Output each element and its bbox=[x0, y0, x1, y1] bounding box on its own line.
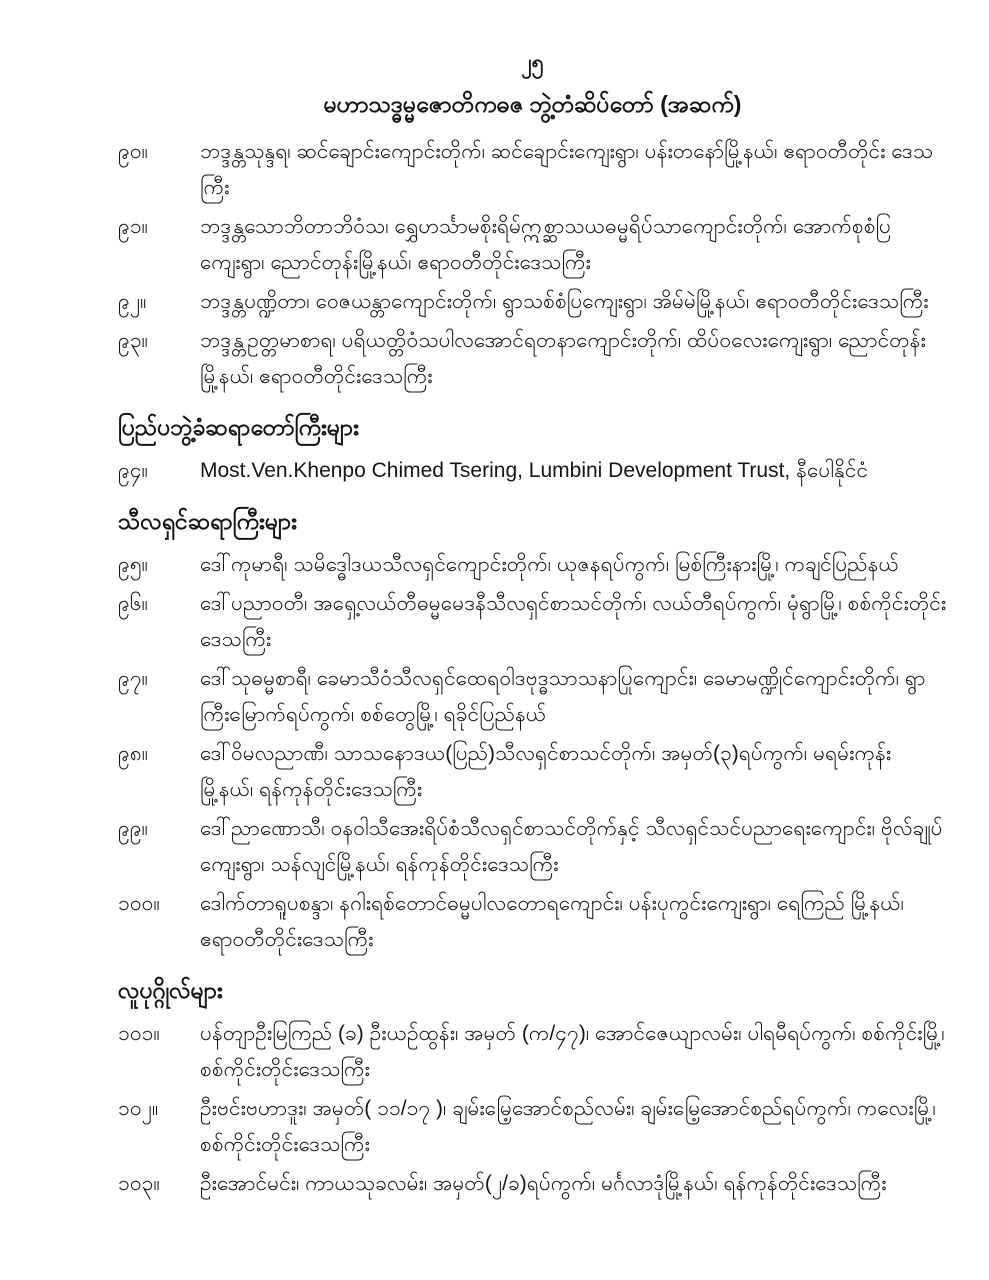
item-number: ၉၇။ bbox=[118, 667, 148, 690]
document-body bbox=[118, 134, 947, 1202]
list-item bbox=[118, 586, 947, 658]
item-text: ဘဒ္ဒန္တပဏ္ဍိတာ၊ ဝေဇယန္တာကျောင်းတိုက်၊ ရွာသစ်စံပြကျေးရွာ၊ အိမ်မဲမြို့နယ်၊ ဧရာဝတီတိုင်းဒေသကြီး bbox=[200, 290, 929, 313]
item-number: ၉၅။ bbox=[118, 553, 148, 576]
item-text: ဘဒ္ဒန္တဥတ္တမာစာရ၊ ပရိယတ္တိဝံသပါလအောင်ရတနာကျောင်းတိုက်၊ ထိပ်ဝလေးကျေးရွာ၊ ညောင်တုန်းမြို့နယ်၊ ဧရာဝတီတိုင်းဒေသကြီး bbox=[200, 329, 926, 388]
list-item bbox=[118, 209, 947, 281]
list-item bbox=[118, 453, 947, 489]
list-item bbox=[118, 1166, 947, 1202]
item-text: ဒေါ်ပညာဝတီ၊ အရှေ့လယ်တီဓမ္မမေဒနီသီလရှင်စာသင်တိုက်၊ လယ်တီရပ်ကွက်၊ မုံရွာမြို့၊ စစ်ကိုင်းတိုင်းဒေသကြီး bbox=[200, 592, 947, 651]
item-number: ၉၈။ bbox=[118, 742, 149, 765]
section-heading: ပြည်ပဘွဲ့ခံဆရာတော်ကြီးများ bbox=[118, 414, 359, 440]
list-item bbox=[118, 1016, 947, 1088]
item-text: ဘဒ္ဒန္တသုန္ဒရ၊ ဆင်ချောင်းကျောင်းတိုက်၊ ဆင်ချောင်းကျေးရွာ၊ ပန်းတနော်မြို့နယ်၊ ဧရာဝတီတိုင်း ဒေသကြီး bbox=[200, 140, 934, 199]
item-text: ဒေါ်ညာဏောသီ၊ ဝနဝါသီအေးရိပ်စံသီလရှင်စာသင်တိုက်နှင့် သီလရှင်သင်ပညာရေးကျောင်း၊ ဗိုလ်ချုပ်ကျေးရွာ၊ သန်လျင်မြို့နယ်၊ ရန်ကုန်တိုင်းဒေသကြီး bbox=[200, 817, 943, 876]
item-text: ဦးအောင်မင်း၊ ကာယသုခလမ်း၊ အမှတ်(၂/ခ)ရပ်ကွက်၊ မင်္ဂလာဒုံမြို့နယ်၊ ရန်ကုန်တိုင်းဒေသကြီး bbox=[200, 1172, 887, 1195]
page-number: ၂၅ bbox=[521, 51, 544, 74]
item-text: ဘဒ္ဒန္တသောဘိတာဘိဝံသ၊ ရွှေဟင်္သာမစိုးရိမ်ဣစ္ဆာသယဓမ္မရိပ်သာကျောင်းတိုက်၊ အောက်စုစံပြ ကျေးရွာ၊ ညောင်တုန်းမြို့နယ်၊ ဧရာဝတီတိုင်းဒေသကြီး bbox=[200, 215, 892, 274]
item-number: ၉၃။ bbox=[118, 329, 148, 352]
item-number: ၉၁။ bbox=[118, 215, 148, 238]
list-item bbox=[118, 547, 947, 583]
item-number: ၁၀၁။ bbox=[118, 1022, 160, 1045]
item-number: ၉၂။ bbox=[118, 290, 147, 313]
list-item bbox=[118, 323, 947, 395]
list-item bbox=[118, 886, 947, 958]
item-text: ဒေါ်ကုမာရီ၊ သမိဒ္ဓေါဒယသီလရှင်ကျောင်းတိုက်၊ ယုဇနရပ်ကွက်၊ မြစ်ကြီးနားမြို့၊ ကချင်ပြည်နယ် bbox=[200, 553, 899, 576]
item-text: ပန်တျာဦးမြကြည် (ခ) ဦးယဉ်ထွန်း၊ အမှတ် (က/၄၇)၊ အောင်ဇေယျာလမ်း၊ ပါရမီရပ်ကွက်၊ စစ်ကိုင်းမြို့၊ စစ်ကိုင်းတိုင်းဒေသကြီး bbox=[200, 1022, 945, 1081]
item-number: ၉၄။ bbox=[118, 459, 148, 482]
document-title: မဟာသဒ္ဓမ္မဇောတိကဓဇ ဘွဲ့တံဆိပ်တော် (အဆက်) bbox=[323, 91, 742, 117]
item-number: ၁၀၃။ bbox=[118, 1172, 160, 1195]
list-item bbox=[118, 284, 947, 320]
item-text: Most.Ven.Khenpo Chimed Tsering, Lumbini Development Trust, နီပေါနိုင်ငံ bbox=[200, 459, 869, 482]
item-number: ၉၉။ bbox=[118, 817, 148, 840]
item-text: ဒေါက်တာရူပစန္ဒာ၊ နဂါးရစ်တောင်ဓမ္မပါလတောရကျောင်း၊ ပန်းပုကွင်းကျေးရွာ၊ ရေကြည် မြို့နယ်၊ ဧရာဝတီတိုင်းဒေသကြီး bbox=[200, 892, 904, 951]
item-number: ၉၀။ bbox=[118, 140, 148, 163]
list-item bbox=[118, 661, 947, 733]
item-text: ဒေါ်ဝိမလညာဏီ၊ သာသနောဒယ(ပြည်)သီလရှင်စာသင်တိုက်၊ အမှတ်(၃)ရပ်ကွက်၊ မရမ်းကုန်း မြို့နယ်၊ ရန်ကုန်တိုင်းဒေသကြီး bbox=[200, 742, 892, 801]
section-heading: လူပုဂ္ဂိုလ်များ bbox=[118, 977, 223, 1003]
list-item bbox=[118, 811, 947, 883]
section-heading: သီလရှင်ဆရာကြီးများ bbox=[118, 508, 297, 534]
list-item bbox=[118, 134, 947, 206]
item-text: ဒေါ်သုဓမ္မစာရီ၊ ခေမာသီဝံသီလရှင်ထေရဝါဒဗုဒ္ဓသာသနာပြုကျောင်း၊ ခေမာမဏ္ဍိုင်ကျောင်းတိုက်၊ ရွာကြီးမြောက်ရပ်ကွက်၊ စစ်တွေမြို့၊ ရခိုင်ပြည်နယ် bbox=[200, 667, 926, 726]
item-number: ၁၀၀။ bbox=[118, 892, 160, 915]
item-text: ဦးဗင်းဗဟာဒူး၊ အမှတ်( ၁၁/၁၇ )၊ ချမ်းမြေ့အောင်စည်လမ်း၊ ချမ်းမြေ့အောင်စည်ရပ်ကွက်၊ ကလေးမြို့၊ စစ်ကိုင်းတိုင်းဒေသကြီး bbox=[200, 1097, 936, 1156]
item-number: ၉၆။ bbox=[118, 592, 148, 615]
item-number: ၁၀၂။ bbox=[118, 1097, 159, 1120]
list-item bbox=[118, 736, 947, 808]
list-item bbox=[118, 1091, 947, 1163]
